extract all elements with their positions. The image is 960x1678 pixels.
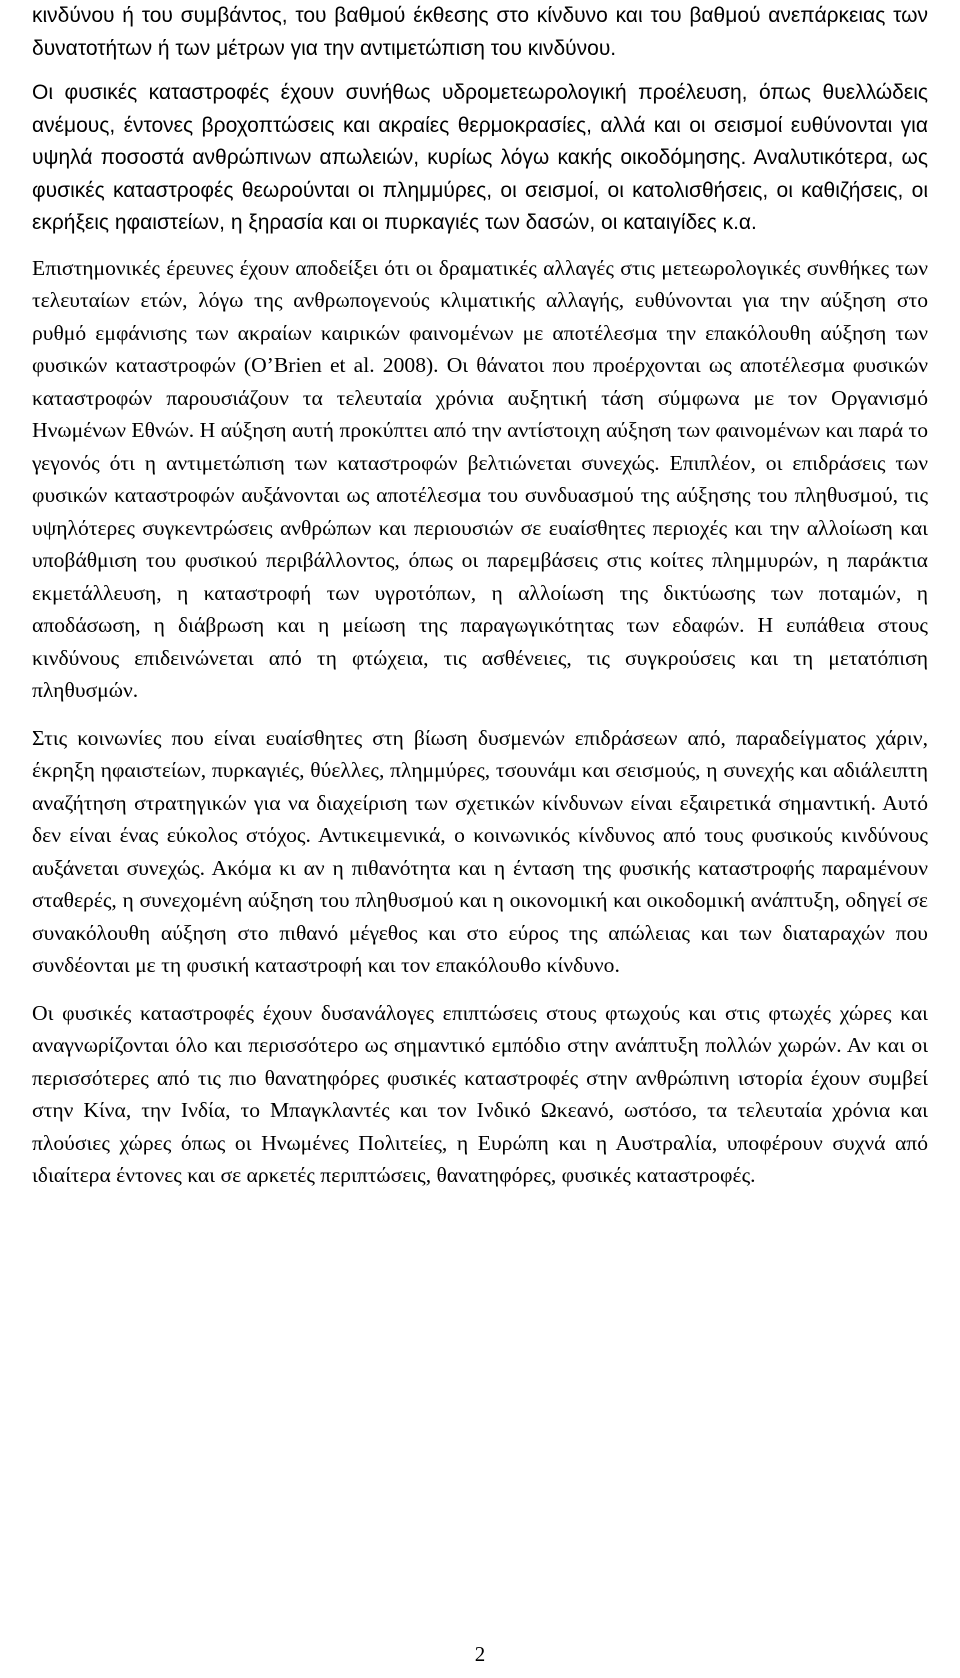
paragraph-spacer bbox=[32, 65, 928, 77]
paragraph-5: Οι φυσικές καταστροφές έχουν δυσανάλογες επιπτώσεις στους φτωχούς και στις φτωχές χώρες και αναγνωρίζονται όλο και περισσότερο ως σημαντικό εμπόδιο στην ανάπτυξη πολλών χωρών. Αν και οι περισσότερες από τις πιο θανατηφόρες φυσικές καταστροφές στην ανθρώπινη ιστορία έχουν συμβεί στην Κίνα, την Ινδία, το Μπαγκλαντές και τον Ινδικό Ωκεανό, ωστόσο, τα τελευταία χρόνια και πλούσιες χώρες όπως οι Ηνωμένες Πολιτείες, η Ευρώπη και η Αυστραλία, υποφέρουν συχνά από ιδιαίτερα έντονες και σε αρκετές περιπτώσεις, θανατηφόρες, φυσικές καταστροφές. bbox=[32, 1000, 928, 1187]
paragraph-spacer bbox=[32, 240, 928, 252]
page-number: 2 bbox=[474, 1642, 486, 1666]
paragraph-3: Επιστημονικές έρευνες έχουν αποδείξει ότι οι δραματικές αλλαγές στις μετεωρολογικές συνθήκες των τελευταίων ετών, λόγω της ανθρωπογενούς κλιματικής αλλαγής, ευθύνονται για την αύξηση στο ρυθμό εμφάνισης των ακραίων καιρικών φαινομένων με αποτέλεσμα την επακόλουθη αύξηση των φυσικών καταστροφών (O’Brien et al. 2008). Οι θάνατοι που προέρχονται ως αποτέλεσμα φυσικών καταστροφών παρουσιάζουν τα τελευταία χρόνια αυξητική τάση σύμφωνα με τον Οργανισμό Ηνωμένων Εθνών. Η αύξηση αυτή προκύπτει από την αντίστοιχη αύξηση των φαινομένων και παρά το γεγονός ότι η αντιμετώπιση των καταστροφών βελτιώνεται συνεχώς. Επιπλέον, οι επιδράσεις των φυσικών καταστροφών αυξάνονται ως αποτέλεσμα του συνδυασμού της αύξησης του πληθυσμού, τις υψηλότερες συγκεντρώσεις ανθρώπων και περιουσιών σε ευαίσθητες περιοχές και την αλλοίωση και υποβάθμιση του φυσικού περιβάλλοντος, όπως οι παρεμβάσεις στις κοίτες πλημμυρών, η παράκτια εκμετάλλευση, η καταστροφή των υγροτόπων, η αλλοίωση της δικτύωσης των ποταμών, η αποδάσωση, η διάβρωση και η μείωση της παραγωγικότητας των εδαφών. Η ευπάθεια στους κινδύνους επιδεινώνεται από τη φτώχεια, τις ασθένειες, τις συγκρούσεις και τη μετατόπιση πληθυσμών. bbox=[32, 255, 928, 702]
paragraph-1: κινδύνου ή του συμβάντος, του βαθμού έκθεσης στο κίνδυνο και του βαθμού ανεπάρκειας των δυνατοτήτων ή των μέτρων για την αντιμετώπιση του κινδύνου. bbox=[32, 4, 928, 60]
paragraph-spacer bbox=[32, 982, 928, 997]
paragraph-2: Οι φυσικές καταστροφές έχουν συνήθως υδρομετεωρολογική προέλευση, όπως θυελλώδεις ανέμους, έντονες βροχοπτώσεις και ακραίες θερμοκρασίες, αλλά και οι σεισμοί ευθύνονται για υψηλά ποσοστά ανθρώπινων απωλειών, κυρίως λόγω κακής οικοδόμησης. Αναλυτικότερα, ως φυσικές καταστροφές θεωρούνται οι πλημμύρες, οι σεισμοί, οι κατολισθήσεις, οι καθιζήσεις, οι εκρήξεις ηφαιστείων, η ξηρασία και οι πυρκαγιές των δασών, οι καταιγίδες κ.α. bbox=[32, 81, 928, 234]
paragraph-4: Στις κοινωνίες που είναι ευαίσθητες στη βίωση δυσμενών επιδράσεων από, παραδείγματος χάριν, έκρηξη ηφαιστείων, πυρκαγιές, θύελλες, πλημμύρες, τσουνάμι και σεισμούς, η συνεχής και αδιάλειπτη αναζήτηση στρατηγικών για να διαχείριση των σχετικών κίνδυνων είναι εξαιρετικά σημαντική. Αυτό δεν είναι ένας εύκολος στόχος. Αντικειμενικά, ο κοινωνικός κίνδυνος από τους φυσικούς κινδύνους αυξάνεται συνεχώς. Ακόμα κι αν η πιθανότητα και η ένταση της φυσικής καταστροφής παραμένουν σταθερές, η συνεχομένη αύξηση του πληθυσμού και η οικονομική και οικοδομική ανάπτυξη, οδηγεί σε συνακόλουθη αύξηση στο πιθανό μέγεθος και στο εύρος της απώλειας και των διαταραχών που συνδέονται με τη φυσική καταστροφή και τον επακόλουθο κίνδυνο. bbox=[32, 725, 928, 977]
document-page bbox=[32, 0, 928, 1192]
paragraph-spacer bbox=[32, 707, 928, 722]
